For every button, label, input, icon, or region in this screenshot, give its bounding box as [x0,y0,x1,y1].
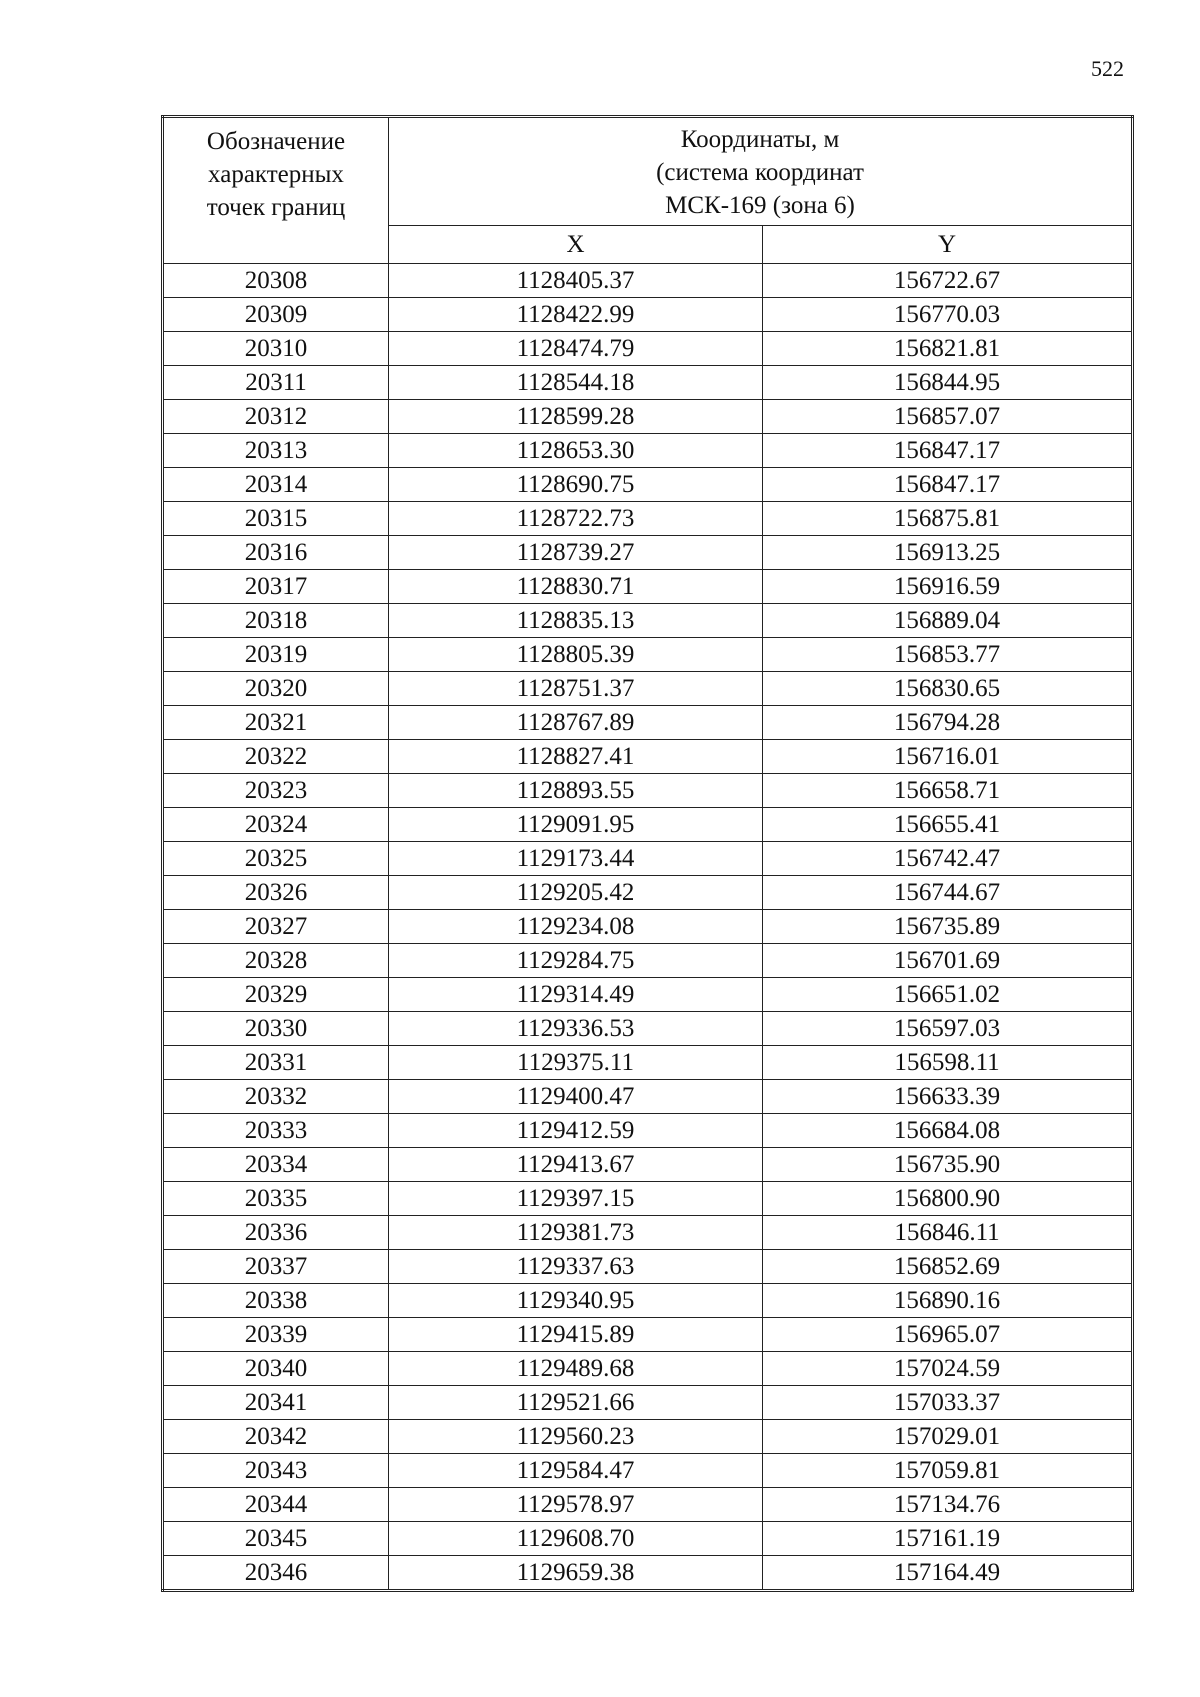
x-coordinate-cell: 1129415.89 [389,1318,763,1352]
y-coordinate-cell: 156846.11 [763,1216,1133,1250]
table-row [163,1386,1133,1420]
y-coordinate-cell: 156847.17 [763,434,1133,468]
y-coordinate-cell: 156853.77 [763,638,1133,672]
y-coordinate-cell: 156598.11 [763,1046,1133,1080]
table-row [163,706,1133,740]
y-coordinate-cell: 156735.89 [763,910,1133,944]
y-coordinate-cell: 156684.08 [763,1114,1133,1148]
table-row [163,1046,1133,1080]
y-coordinate-cell: 156875.81 [763,502,1133,536]
y-coordinate-cell: 156597.03 [763,1012,1133,1046]
x-coordinate-cell: 1129234.08 [389,910,763,944]
table-row [163,638,1133,672]
x-coordinate-cell: 1128805.39 [389,638,763,672]
point-id-cell: 20339 [163,1318,389,1352]
coords-header-line-3: МСК-169 (зона 6) [665,192,855,219]
point-designation-header [163,117,389,264]
x-coordinate-cell: 1129412.59 [389,1114,763,1148]
x-coordinate-cell: 1129413.67 [389,1148,763,1182]
point-id-cell: 20342 [163,1420,389,1454]
table-row [163,366,1133,400]
y-coordinate-cell: 157033.37 [763,1386,1133,1420]
x-coordinate-cell: 1129091.95 [389,808,763,842]
table-row [163,434,1133,468]
table-row [163,944,1133,978]
x-coordinate-cell: 1129340.95 [389,1284,763,1318]
y-coordinate-cell: 156965.07 [763,1318,1133,1352]
table-body [163,264,1133,1591]
point-id-cell: 20325 [163,842,389,876]
table-row [163,400,1133,434]
table-row [163,1250,1133,1284]
point-id-cell: 20316 [163,536,389,570]
point-id-cell: 20324 [163,808,389,842]
x-coordinate-cell: 1129560.23 [389,1420,763,1454]
coordinates-header [389,117,1133,226]
x-coordinate-cell: 1129284.75 [389,944,763,978]
y-coordinate-cell: 156857.07 [763,400,1133,434]
point-id-cell: 20323 [163,774,389,808]
y-coordinate-cell: 157161.19 [763,1522,1133,1556]
x-coordinate-cell: 1128830.71 [389,570,763,604]
table-row [163,1318,1133,1352]
y-coordinate-cell: 156889.04 [763,604,1133,638]
table-row [163,604,1133,638]
coords-header-line-1: Координаты, м [680,126,840,153]
table-row [163,910,1133,944]
y-coordinate-cell: 157024.59 [763,1352,1133,1386]
point-id-cell: 20318 [163,604,389,638]
y-coordinate-cell: 157059.81 [763,1454,1133,1488]
point-header-line-1: Обозначение [206,128,346,155]
y-coordinate-cell: 156722.67 [763,264,1133,298]
y-coordinate-cell: 156913.25 [763,536,1133,570]
table-row [163,1556,1133,1591]
y-coordinate-cell: 156742.47 [763,842,1133,876]
y-coordinate-cell: 157134.76 [763,1488,1133,1522]
table-row [163,570,1133,604]
point-id-cell: 20322 [163,740,389,774]
point-id-cell: 20320 [163,672,389,706]
table-row [163,876,1133,910]
page-number: 522 [1091,56,1124,81]
x-coordinate-cell: 1128474.79 [389,332,763,366]
point-id-cell: 20345 [163,1522,389,1556]
point-id-cell: 20327 [163,910,389,944]
point-id-cell: 20314 [163,468,389,502]
x-coordinate-cell: 1129608.70 [389,1522,763,1556]
point-id-cell: 20308 [163,264,389,298]
table-row [163,264,1133,298]
y-coordinate-cell: 156800.90 [763,1182,1133,1216]
point-id-cell: 20332 [163,1080,389,1114]
point-id-cell: 20337 [163,1250,389,1284]
x-coordinate-cell: 1129400.47 [389,1080,763,1114]
table-row [163,1148,1133,1182]
x-coordinate-cell: 1128405.37 [389,264,763,298]
table-row [163,1216,1133,1250]
point-id-cell: 20312 [163,400,389,434]
x-coordinate-cell: 1128544.18 [389,366,763,400]
point-id-cell: 20321 [163,706,389,740]
point-id-cell: 20313 [163,434,389,468]
table-row [163,1454,1133,1488]
point-id-cell: 20328 [163,944,389,978]
table-row [163,1114,1133,1148]
table-row [163,298,1133,332]
x-coordinate-cell: 1128827.41 [389,740,763,774]
y-coordinate-cell: 156701.69 [763,944,1133,978]
y-coordinate-cell: 157029.01 [763,1420,1133,1454]
coords-header-line-2: (система координат [656,159,864,186]
table-row [163,978,1133,1012]
table-row [163,1522,1133,1556]
point-id-cell: 20315 [163,502,389,536]
point-id-cell: 20310 [163,332,389,366]
y-coordinate-cell: 156890.16 [763,1284,1133,1318]
x-coordinate-cell: 1128422.99 [389,298,763,332]
point-id-cell: 20311 [163,366,389,400]
table-row [163,536,1133,570]
table-row [163,1012,1133,1046]
table-row [163,842,1133,876]
x-coordinate-cell: 1129659.38 [389,1556,763,1591]
table-row [163,1420,1133,1454]
x-coordinate-cell: 1129489.68 [389,1352,763,1386]
coordinates-table [161,115,1134,1592]
point-id-cell: 20338 [163,1284,389,1318]
x-coordinate-cell: 1129336.53 [389,1012,763,1046]
y-coordinate-cell: 156735.90 [763,1148,1133,1182]
point-id-cell: 20334 [163,1148,389,1182]
table-row [163,672,1133,706]
x-coordinate-cell: 1129375.11 [389,1046,763,1080]
table-row [163,808,1133,842]
x-coordinate-cell: 1128599.28 [389,400,763,434]
table-row [163,1182,1133,1216]
x-coordinate-cell: 1128835.13 [389,604,763,638]
y-coordinate-cell: 157164.49 [763,1556,1133,1591]
table-row [163,1488,1133,1522]
x-coordinate-cell: 1129381.73 [389,1216,763,1250]
x-coordinate-cell: 1129205.42 [389,876,763,910]
y-column-header: Y [763,226,1133,264]
table-row [163,774,1133,808]
y-coordinate-cell: 156830.65 [763,672,1133,706]
x-coordinate-cell: 1129521.66 [389,1386,763,1420]
y-coordinate-cell: 156916.59 [763,570,1133,604]
x-coordinate-cell: 1129314.49 [389,978,763,1012]
x-coordinate-cell: 1128722.73 [389,502,763,536]
table-row [163,502,1133,536]
point-id-cell: 20336 [163,1216,389,1250]
y-coordinate-cell: 156847.17 [763,468,1133,502]
point-id-cell: 20330 [163,1012,389,1046]
point-id-cell: 20335 [163,1182,389,1216]
point-id-cell: 20319 [163,638,389,672]
y-coordinate-cell: 156658.71 [763,774,1133,808]
point-id-cell: 20340 [163,1352,389,1386]
x-coordinate-cell: 1129397.15 [389,1182,763,1216]
table-row [163,1284,1133,1318]
x-coordinate-cell: 1128893.55 [389,774,763,808]
x-column-header: X [389,226,763,264]
x-coordinate-cell: 1128653.30 [389,434,763,468]
y-coordinate-cell: 156852.69 [763,1250,1133,1284]
x-coordinate-cell: 1128739.27 [389,536,763,570]
table-row [163,332,1133,366]
y-coordinate-cell: 156716.01 [763,740,1133,774]
x-coordinate-cell: 1128751.37 [389,672,763,706]
point-id-cell: 20309 [163,298,389,332]
x-coordinate-cell: 1128690.75 [389,468,763,502]
y-coordinate-cell: 156655.41 [763,808,1133,842]
point-id-cell: 20331 [163,1046,389,1080]
point-id-cell: 20329 [163,978,389,1012]
point-header-line-2: характерных [208,161,344,188]
x-coordinate-cell: 1129173.44 [389,842,763,876]
point-id-cell: 20341 [163,1386,389,1420]
y-coordinate-cell: 156821.81 [763,332,1133,366]
y-coordinate-cell: 156770.03 [763,298,1133,332]
table-header [163,117,1133,264]
table-row [163,1352,1133,1386]
point-id-cell: 20326 [163,876,389,910]
x-coordinate-cell: 1129337.63 [389,1250,763,1284]
y-coordinate-cell: 156633.39 [763,1080,1133,1114]
x-coordinate-cell: 1129578.97 [389,1488,763,1522]
point-header-line-3: точек границ [206,194,346,221]
y-coordinate-cell: 156794.28 [763,706,1133,740]
point-id-cell: 20343 [163,1454,389,1488]
y-coordinate-cell: 156844.95 [763,366,1133,400]
point-id-cell: 20346 [163,1556,389,1591]
table-row [163,1080,1133,1114]
point-id-cell: 20333 [163,1114,389,1148]
point-id-cell: 20317 [163,570,389,604]
y-coordinate-cell: 156744.67 [763,876,1133,910]
point-id-cell: 20344 [163,1488,389,1522]
y-coordinate-cell: 156651.02 [763,978,1133,1012]
table-row [163,468,1133,502]
x-coordinate-cell: 1129584.47 [389,1454,763,1488]
x-coordinate-cell: 1128767.89 [389,706,763,740]
table-row [163,740,1133,774]
